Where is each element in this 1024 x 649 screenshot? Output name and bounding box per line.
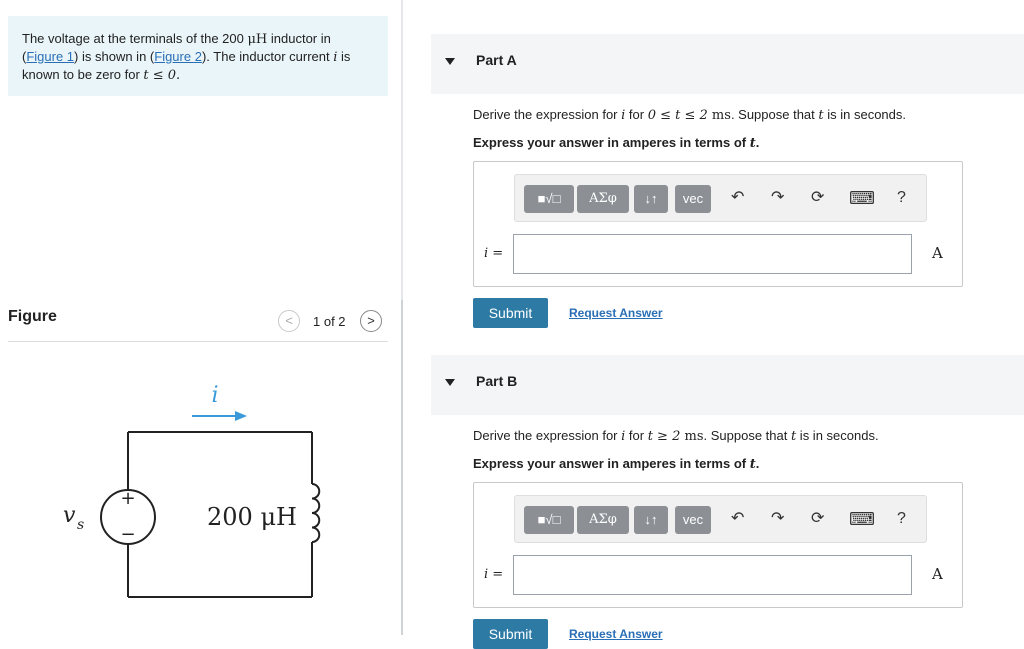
part-b-submit-button[interactable]: Submit — [473, 619, 548, 649]
subscript-button[interactable]: ↓↑ — [634, 185, 668, 213]
figure-2-link[interactable]: Figure 2 — [154, 49, 202, 64]
problem-statement: The voltage at the terminals of the 200 μH inductor in (Figure 1) is shown in (Figure 2). The inductor current i is known to be zero for t ≤ 0. — [8, 16, 388, 96]
input-label: i = — [484, 246, 504, 261]
right-panel — [431, 0, 1024, 642]
part-a-answer-input[interactable] — [513, 234, 912, 274]
collapse-triangle-icon[interactable] — [445, 379, 455, 386]
templates-button[interactable]: ■√□ — [524, 185, 574, 213]
current-arrow-icon — [192, 411, 247, 421]
part-b-header[interactable] — [431, 355, 1024, 415]
pager-prev-button[interactable]: < — [278, 310, 300, 332]
greek-button[interactable]: ΑΣφ — [577, 185, 629, 213]
keyboard-icon[interactable]: ⌨ — [849, 509, 875, 529]
plus-sign: + — [120, 488, 136, 509]
panel-divider-accent — [401, 300, 403, 635]
greek-button[interactable]: ΑΣφ — [577, 506, 629, 534]
reset-icon[interactable]: ⟳ — [811, 189, 825, 206]
redo-icon[interactable]: ↷ — [771, 189, 785, 206]
math-toolbar — [514, 495, 927, 543]
input-label: i = — [484, 567, 504, 582]
condition-math: t ≤ 0. — [143, 68, 181, 83]
part-a-request-answer-link[interactable]: Request Answer — [569, 306, 663, 320]
minus-sign: − — [120, 524, 136, 545]
source-label-s: s — [77, 517, 85, 533]
part-a-submit-button[interactable]: Submit — [473, 298, 548, 328]
unit-label: A — [932, 244, 943, 262]
voltage-source — [101, 488, 155, 545]
subscript-button[interactable]: ↓↑ — [634, 506, 668, 534]
undo-icon[interactable]: ↶ — [731, 510, 745, 527]
figure-header — [8, 300, 388, 342]
inductor-label: 200 μH — [207, 503, 297, 531]
undo-icon[interactable]: ↶ — [731, 189, 745, 206]
current-label: i — [211, 383, 219, 408]
unit-label: A — [932, 565, 943, 583]
part-b-answer-input[interactable] — [513, 555, 912, 595]
source-label-v: v — [63, 503, 76, 528]
math-toolbar — [514, 174, 927, 222]
vec-button[interactable]: vec — [675, 185, 711, 213]
vec-button[interactable]: vec — [675, 506, 711, 534]
part-b-answer-box — [473, 482, 963, 608]
keyboard-icon[interactable]: ⌨ — [849, 188, 875, 208]
pager-text: 1 of 2 — [313, 314, 346, 329]
part-a-express: Express your answer in amperes in terms of t. — [473, 135, 760, 151]
part-b-title: Part B — [476, 373, 518, 389]
part-a-header[interactable] — [431, 34, 1024, 94]
inductance-unit: μH — [247, 32, 268, 47]
left-panel — [0, 0, 402, 635]
reset-icon[interactable]: ⟳ — [811, 510, 825, 527]
part-a-title: Part A — [476, 52, 517, 68]
inductor-coil — [312, 484, 319, 542]
templates-button[interactable]: ■√□ — [524, 506, 574, 534]
figure-title: Figure — [8, 308, 57, 325]
circuit-diagram — [55, 372, 355, 612]
help-icon[interactable]: ? — [897, 189, 906, 206]
part-a-instructions: Derive the expression for i for 0 ≤ t ≤ 2 ms. Suppose that t is in seconds. — [473, 107, 906, 123]
part-a-answer-box — [473, 161, 963, 287]
part-b-request-answer-link[interactable]: Request Answer — [569, 627, 663, 641]
pager-next-button[interactable]: > — [360, 310, 382, 332]
help-icon[interactable]: ? — [897, 510, 906, 527]
part-b-express: Express your answer in amperes in terms of t. — [473, 456, 760, 472]
collapse-triangle-icon[interactable] — [445, 58, 455, 65]
redo-icon[interactable]: ↷ — [771, 510, 785, 527]
part-b-instructions: Derive the expression for i for t ≥ 2 ms. Suppose that t is in seconds. — [473, 428, 879, 444]
figure-1-link[interactable]: Figure 1 — [26, 49, 75, 64]
